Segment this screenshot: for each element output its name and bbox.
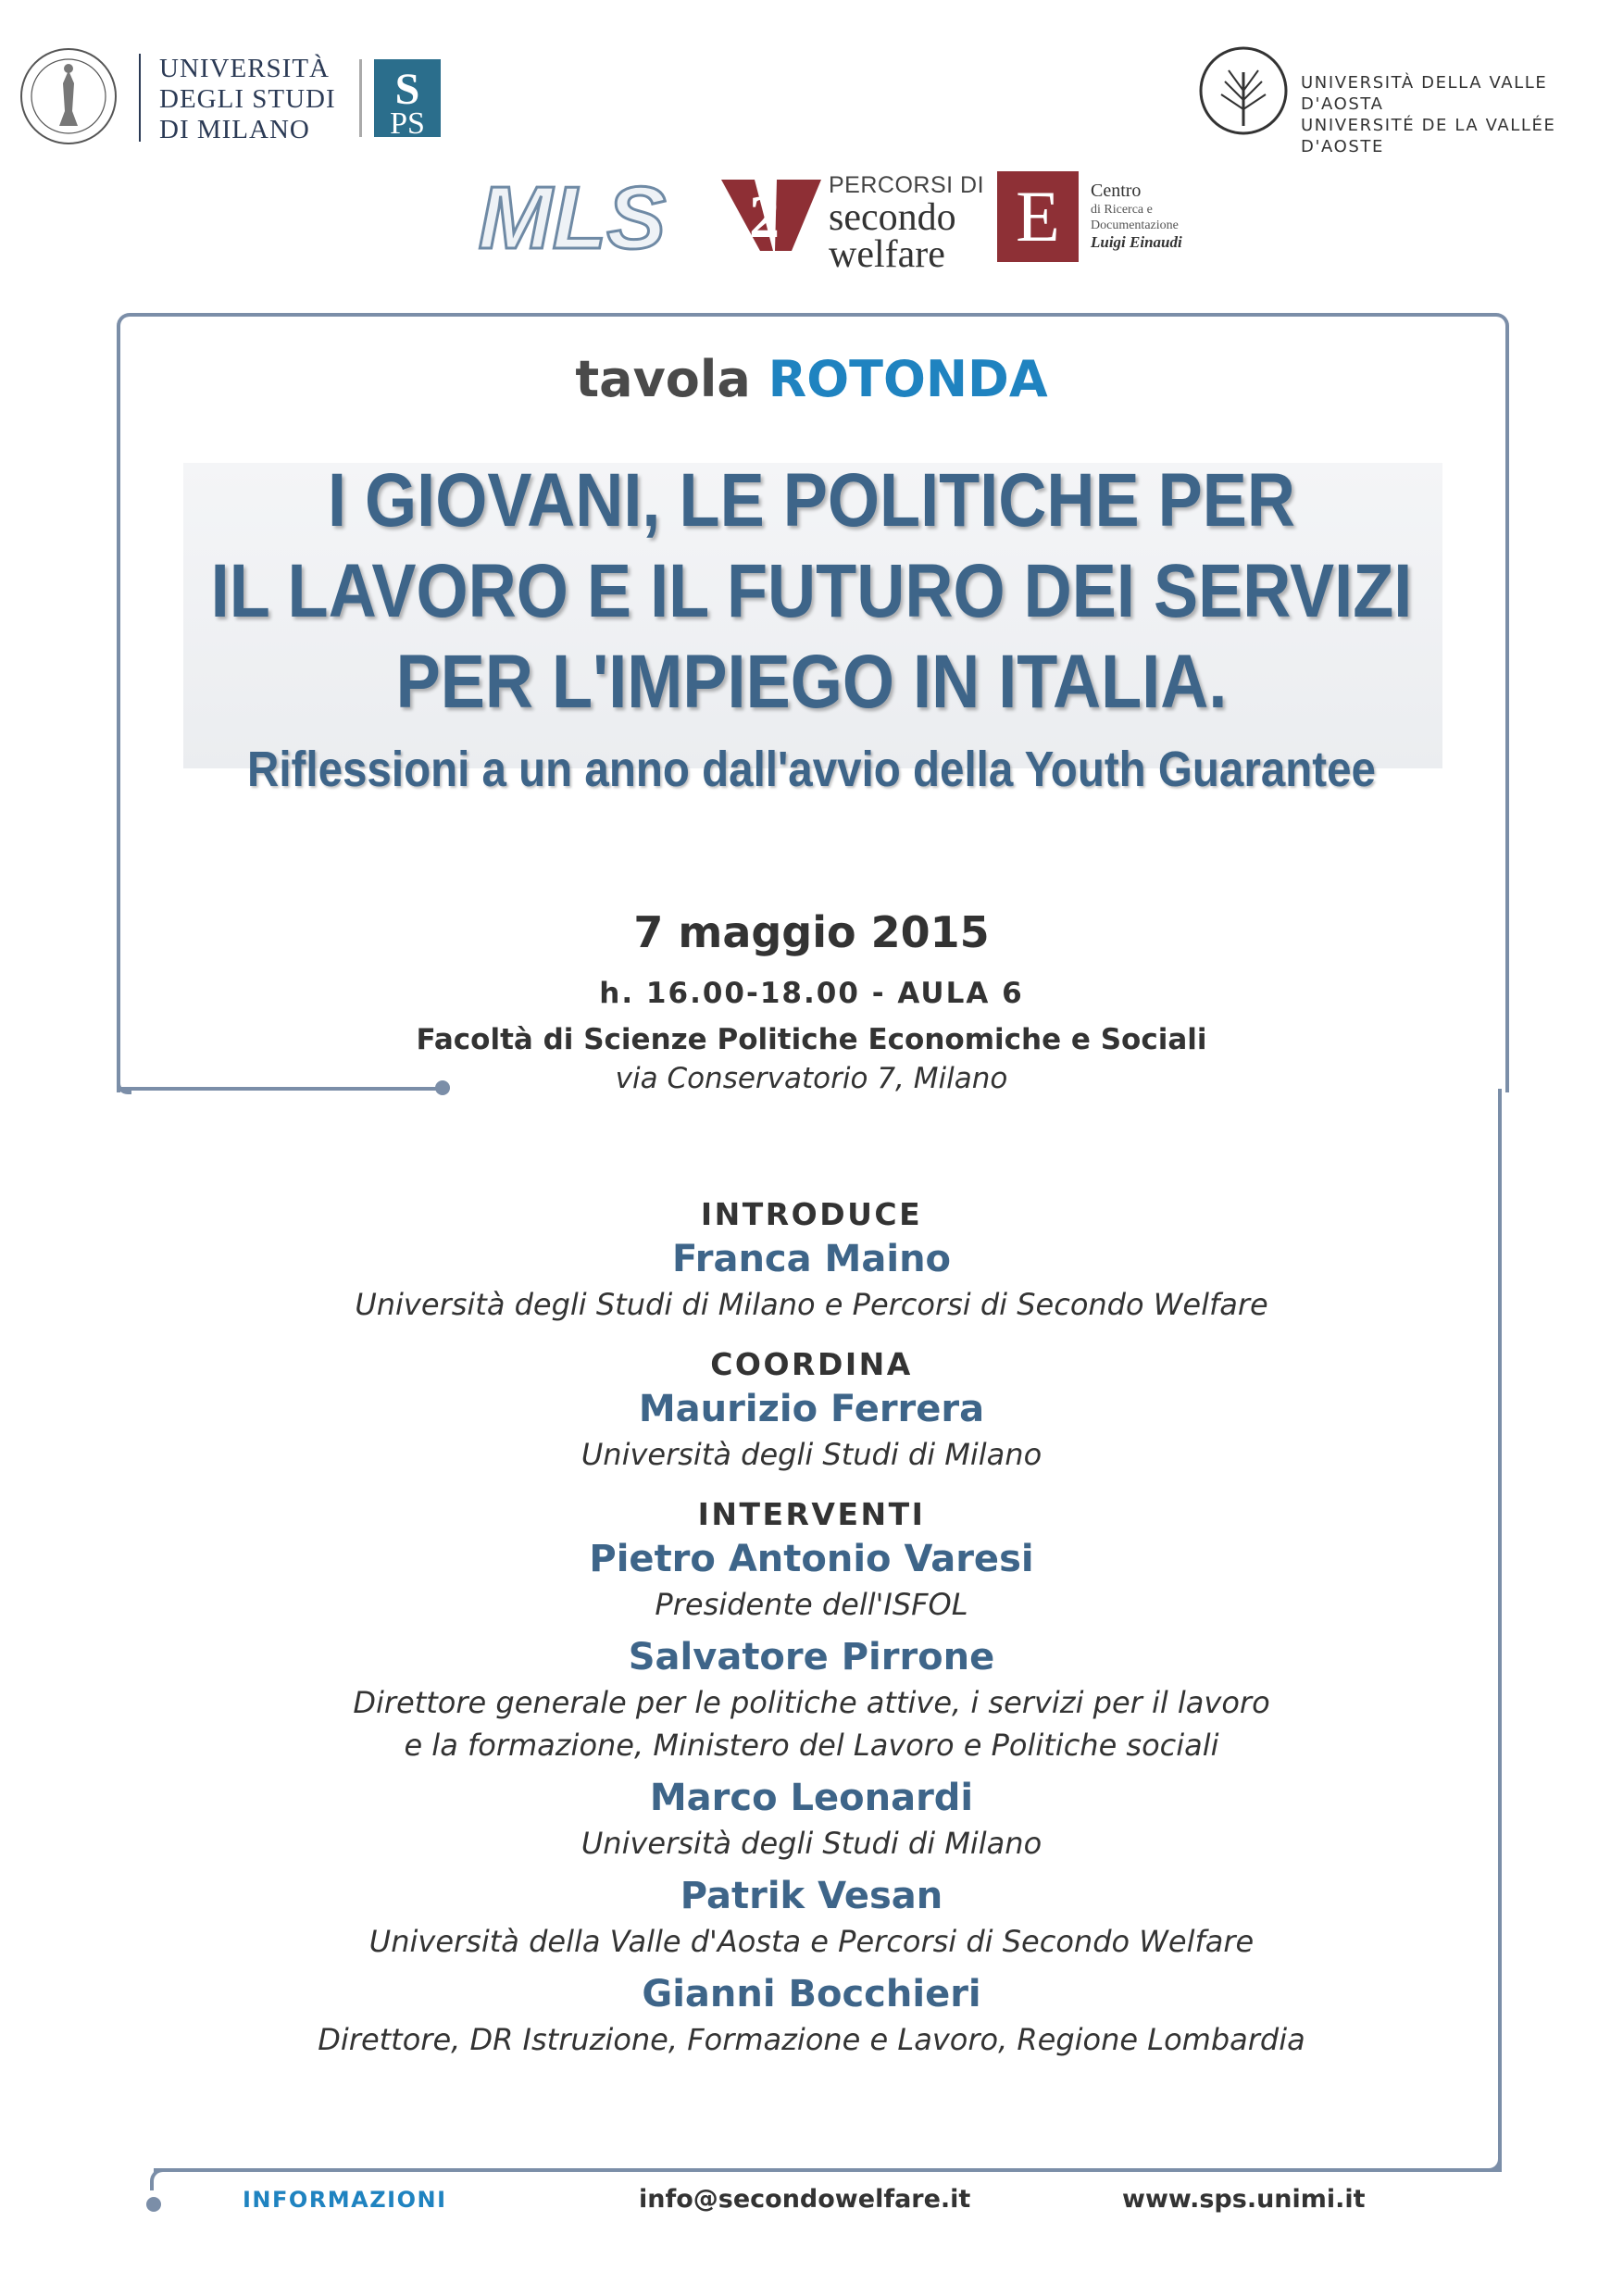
speaker-affiliation: Università degli Studi di Milano xyxy=(581,1437,1042,1472)
secondo-welfare-mark-logo xyxy=(718,172,829,260)
program xyxy=(0,1194,1623,2061)
einaudi-line-4: Luigi Einaudi xyxy=(1091,233,1182,251)
unimi-line-3: DI MILANO xyxy=(159,115,310,144)
svg-text:2: 2 xyxy=(749,183,780,251)
speaker-affiliation: Direttore generale per le politiche attive, i servizi per il lavoro xyxy=(353,1685,1270,1720)
footer-info-label: INFORMAZIONI xyxy=(243,2187,447,2213)
footer-email-link[interactable]: info@secondowelfare.it xyxy=(639,2185,971,2214)
speaker-name: Gianni Bocchieri xyxy=(642,1973,981,2015)
secondo-welfare-wordmark xyxy=(829,172,985,276)
speaker-name: Maurizio Ferrera xyxy=(638,1388,985,1430)
role-interventi: INTERVENTI xyxy=(697,1496,926,1532)
event-venue: Facoltà di Scienze Politiche Economiche e Sociali xyxy=(416,1023,1207,1056)
footer-website-link[interactable]: www.sps.unimi.it xyxy=(1122,2185,1366,2214)
vda-line-2: UNIVERSITÉ DE LA VALLÉE D'AOSTE xyxy=(1301,116,1556,156)
einaudi-line-3: Documentazione xyxy=(1091,218,1179,232)
einaudi-mark-logo: E xyxy=(997,171,1079,262)
unimi-wordmark xyxy=(159,54,336,145)
role-introduce: INTRODUCE xyxy=(700,1196,923,1232)
speaker-affiliation: Università della Valle d'Aosta e Percorsi di Secondo Welfare xyxy=(368,1924,1255,1959)
speaker-affiliation: Direttore, DR Istruzione, Formazione e Lavoro, Regione Lombardia xyxy=(318,2022,1305,2057)
event-hours: h. 16.00-18.00 - AULA 6 xyxy=(599,977,1024,1010)
event-kind xyxy=(0,350,1623,408)
vda-line-1: UNIVERSITÀ DELLA VALLE D'AOSTA xyxy=(1301,73,1548,114)
secondo-welfare-line-3: welfare xyxy=(829,233,945,276)
sps-department-logo xyxy=(352,56,444,144)
einaudi-line-1: Centro xyxy=(1091,181,1142,201)
unimi-separator xyxy=(139,54,141,142)
event-title-line-2: IL LAVORO E IL FUTURO DEI SERVIZI xyxy=(210,549,1413,633)
einaudi-line-2: di Ricerca e xyxy=(1091,203,1153,217)
event-subtitle: Riflessioni a un anno dall'avvio della Youth Guarantee xyxy=(247,742,1376,797)
secondo-welfare-line-2: secondo xyxy=(829,196,956,239)
speaker-name: Patrik Vesan xyxy=(680,1875,943,1917)
speaker-name: Franca Maino xyxy=(671,1238,952,1280)
event-kind-highlight: ROTONDA xyxy=(768,350,1048,408)
event-kind-prefix: tavola xyxy=(575,350,751,408)
frame-corner-footer xyxy=(150,2168,172,2190)
vda-tree-logo xyxy=(1197,44,1290,137)
speaker-name: Pietro Antonio Varesi xyxy=(589,1538,1034,1580)
einaudi-wordmark xyxy=(1091,181,1182,252)
secondo-welfare-line-1: PERCORSI DI xyxy=(829,172,985,198)
unimi-line-1: UNIVERSITÀ xyxy=(159,54,330,83)
svg-text:S: S xyxy=(394,65,420,114)
speaker-affiliation: e la formazione, Ministero del Lavoro e Politiche sociali xyxy=(404,1728,1219,1763)
role-coordina: COORDINA xyxy=(710,1346,913,1382)
event-date: 7 maggio 2015 xyxy=(633,907,990,957)
speaker-affiliation: Università degli Studi di Milano xyxy=(581,1826,1042,1861)
svg-text:PS: PS xyxy=(390,106,425,141)
unimi-seal-logo xyxy=(19,46,119,146)
event-address: via Conservatorio 7, Milano xyxy=(615,1062,1008,1095)
event-title-line-1: I GIOVANI, LE POLITICHE PER xyxy=(327,458,1296,543)
unimi-line-2: DEGLI STUDI xyxy=(159,84,336,114)
speaker-affiliation: Università degli Studi di Milano e Percorsi di Secondo Welfare xyxy=(355,1287,1268,1322)
frame-line-bottom xyxy=(154,2168,1502,2172)
speaker-affiliation: Presidente dell'ISFOL xyxy=(655,1587,968,1622)
mls-logo xyxy=(452,178,693,261)
speaker-name: Salvatore Pirrone xyxy=(628,1636,995,1678)
speaker-name: Marco Leonardi xyxy=(649,1777,974,1819)
event-title-line-3: PER L'IMPIEGO IN ITALIA. xyxy=(395,640,1228,724)
vda-wordmark xyxy=(1301,72,1623,157)
event-title xyxy=(97,455,1526,728)
frame-dot-footer xyxy=(146,2197,161,2212)
svg-text:MLS: MLS xyxy=(478,178,667,261)
